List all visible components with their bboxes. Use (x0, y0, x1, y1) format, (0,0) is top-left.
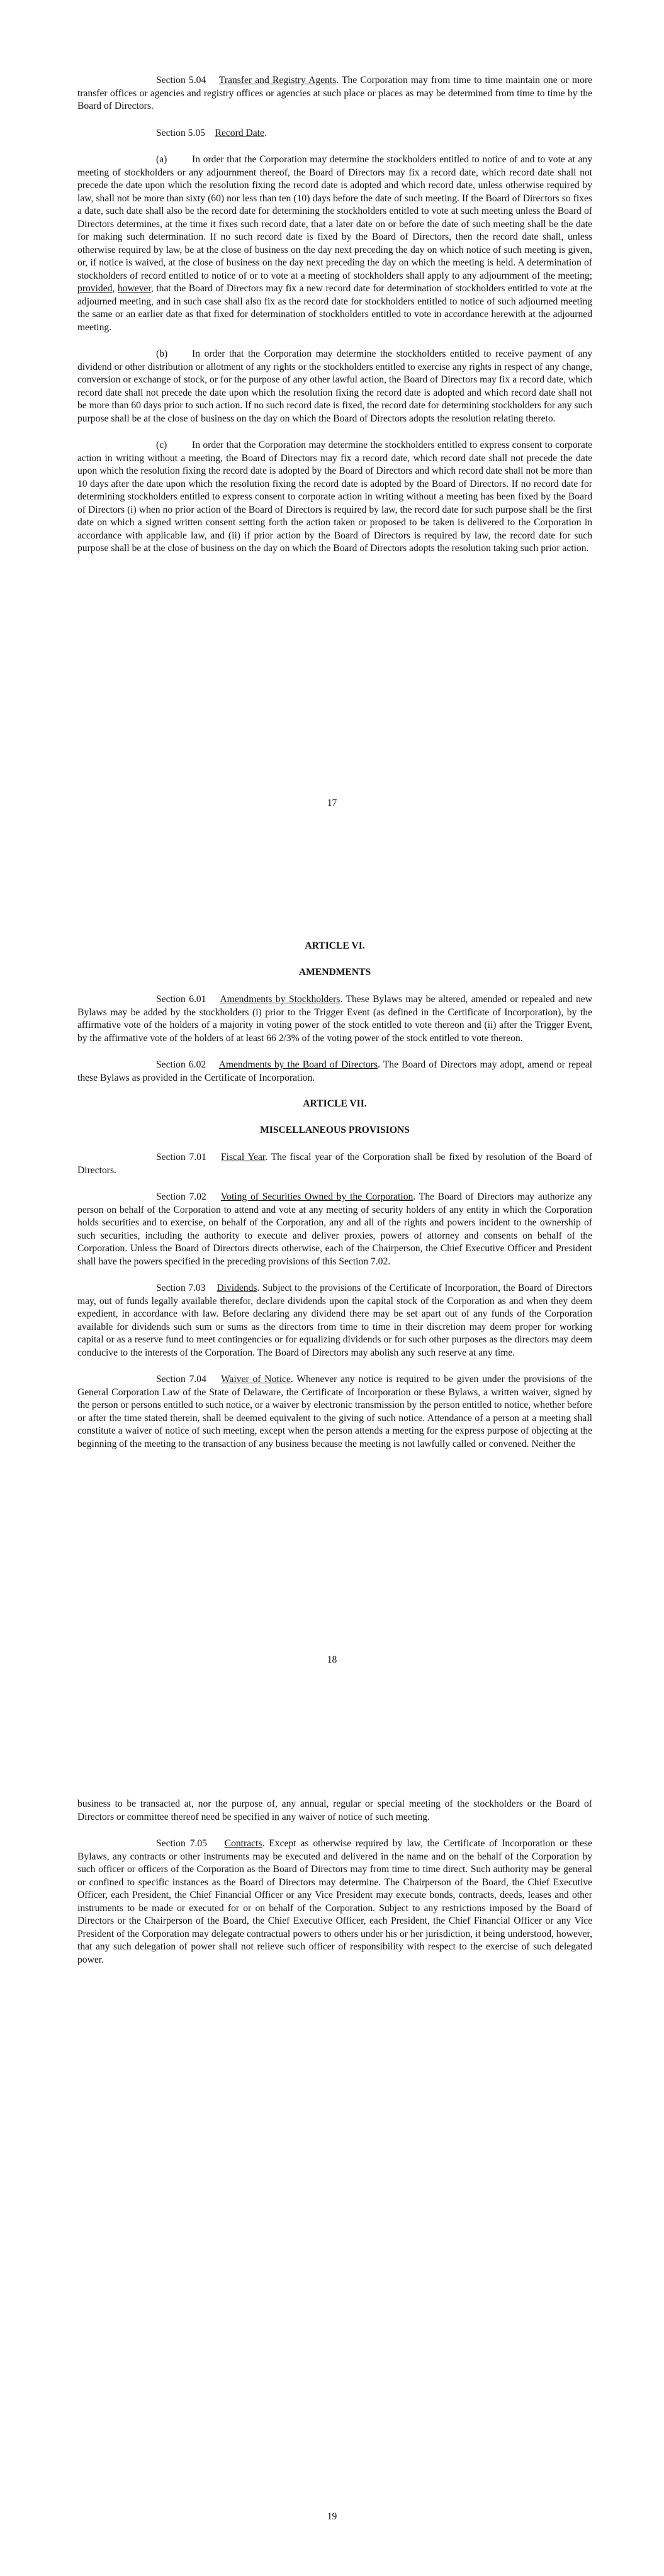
continued-text: business to be transacted at, nor the purpose of, any annual, regular or special meeting of the stockholders or the Board of Directors or committee thereof need be specified in any waiver of notice of such meeting. (77, 1798, 592, 1822)
clause-text: In order that the Corporation may determine the stockholders entitled to receive payment of any dividend or other distribution or allotment of any rights or the stockholders entitled to exercise any rights in respect of any change, conversion or exchange of stock, or for the purpose of any other lawful action, the Board of Directors may fix a record date, which record date shall not precede the date upon which the resolution fixing the record date is adopted and which record date shall not be more than 60 days prior to such action. If no such record date is fixed, the record date for determining stockholders for any such purpose shall be at the close of business on the day on which the Board of Directors adopts the resolution relating thereto. (77, 348, 592, 424)
section-text: . The Corporation may from time to time maintain one or more transfer offices or agencies and registry offices or agencies at such place or places as may be determined from time to time by the Board of Directors. (77, 75, 592, 111)
clause-c (77, 439, 592, 555)
section-title: Fiscal Year (220, 1152, 266, 1163)
section-number: Section 7.04 (156, 1374, 206, 1385)
section-7-03 (77, 1282, 592, 1359)
clause-text: , (112, 283, 118, 294)
section-text: . Except as otherwise required by law, the Certificate of Incorporation or these Bylaws, any contracts or other instruments may be executed and delivered in the name and on the behalf of the Corporation by such officer or officers of the Corporation as the Board of Directors may from time to time direct. Such authority may be general or confined to specific instances as the Board of Directors may determine. The Chairperson of the Board, the Chief Executive Officer, each President, the Chief Financial Officer or any Vice President may execute bonds, contracts, deeds, leases and other instruments to be made or executed for or on behalf of the Corporation. Subject to any restrictions imposed by the Board of Directors or the Chairperson of the Board, the Chief Executive Officer, each President, the Chief Financial Officer or any Vice President of the Corporation may delegate contractual powers to others under his or her jurisdiction, it being understood, however, that any such delegation of power shall not relieve such officer of responsibility with respect to the exercise of such delegated power. (77, 1838, 592, 1965)
section-number: Section 6.01 (156, 994, 206, 1005)
section-text: . These Bylaws may be altered, amended or repealed and new Bylaws may be added by the stockholders (i) prior to the Trigger Event (as defined in the Certificate of Incorporation), by the affirmative vote of the holders of a majority in voting power of the stock entitled to vote thereon and (ii) after the Trigger Event, by the affirmative vote of the holders of at least 66 2/3% of the voting power of the stock entitled to vote thereon. (77, 994, 592, 1044)
clause-text: In order that the Corporation may determine the stockholders entitled to express consent to corporate action in writing without a meeting, the Board of Directors may fix a record date, which record date shall not precede the date upon which the resolution fixing the record date is adopted by the Board of Directors and which record date shall not be more than 10 days after the date upon which the resolution fixing the record date is adopted by the Board of Directors. If no record date for determining stockholders entitled to express consent to corporate action in writing without a meeting has been fixed by the Board of Directors (i) when no prior action of the Board of Directors is required by law, the record date for such purpose shall be the first date on which a signed written consent setting forth the action taken or proposed to be taken is delivered to the Corporation in accordance with applicable law, and (ii) if prior action by the Board of Directors is required by law, the record date for such purpose shall be at the close of business on the day on which the Board of Directors adopts the resolution taking such prior action. (77, 440, 592, 554)
section-number: Section 7.03 (156, 1283, 206, 1293)
article-vi-heading: ARTICLE VI. (305, 940, 365, 951)
page-17 (0, 0, 664, 859)
page-number: 19 (327, 2511, 337, 2522)
section-text: . Subject to the provisions of the Certificate of Incorporation, the Board of Directors may, out of funds legally available therefor, declare dividends upon the capital stock of the Corporation as and when they deem expedient, in accordance with law. Before declaring any dividend there may be set apart out of any funds of the Corporation available for dividends such sum or sums as the directors from time to time in their discretion may deem proper for working capital or as a reserve fund to meet contingencies or for equalizing dividends or for such other purposes as the directors may deem conducive to the interests of the Corporation. The Board of Directors may abolish any such reserve at any time. (77, 1283, 593, 1358)
article-vii-title: MISCELLANEOUS PROVISIONS (260, 1125, 410, 1135)
section-number: Section 7.02 (156, 1191, 206, 1202)
clause-b (77, 348, 592, 425)
article-vii-heading: ARTICLE VII. (303, 1098, 367, 1109)
page-number: 18 (327, 1654, 337, 1665)
section-text: . The Board of Directors may authorize any person on behalf of the Corporation to attend and vote at any meeting of security holders of any entity in which the Corporation holds securities and to exercise, on behalf of the Corporation, any and all of the rights and powers incident to the ownership of such securities, including the authority to execute and deliver proxies, powers of attorney and consents on behalf of the Corporation. Unless the Board of Directors directs otherwise, each of the Chairperson, the Chief Executive Officer and President shall have the powers specified in the preceding provisions of this Section 7.02. (77, 1191, 592, 1267)
page-17-body (77, 74, 592, 569)
clause-text: , that the Board of Directors may fix a new record date for determination of stockholders entitled to vote at the adjourned meeting, and in such case shall also fix as the record date for stockholders entitled to notice of such adjourned meeting the same or an earlier date as that fixed for determination of stockholders entitled to vote in accordance herewith at the adjourned meeting. (77, 283, 592, 333)
section-number: Section 5.05 (156, 127, 205, 138)
section-text: . Whenever any notice is required to be given under the provisions of the General Corporation Law of the State of Delaware, the Certificate of Incorporation or these Bylaws, a written waiver, signed by the person or persons entitled to such notice, or a waiver by electronic transmission by the person entitled to notice, whether before or after the time stated therein, shall be deemed equivalent to the giving of such notice. Attendance of a person at a meeting shall constitute a waiver of notice of such meeting, except when the person attends a meeting for the express purpose of objecting at the beginning of the meeting to the transaction of any business because the meeting is not lawfully called or convened. Neither the (77, 1374, 592, 1449)
section-6-02 (77, 1059, 592, 1084)
section-number: Section 5.04 (156, 75, 206, 86)
page-18-body (77, 940, 592, 1464)
section-7-04 (77, 1373, 592, 1451)
however-term: however (117, 283, 151, 294)
section-title: Dividends (217, 1283, 257, 1293)
section-title: Amendments by the Board of Directors (218, 1059, 378, 1070)
section-title: Record Date (215, 127, 264, 138)
section-number: Section 7.01 (156, 1152, 206, 1163)
section-6-01 (77, 993, 592, 1045)
clause-text: In order that the Corporation may determine the stockholders entitled to notice of and to vote at any meeting of stockholders or any adjournment thereof, the Board of Directors may fix a record date, which record date shall not precede the date upon which the resolution fixing the record date is adopted and which record date, unless otherwise required by law, shall not be more than sixty (60) nor less than ten (10) days before the date of such meeting. If the Board of Directors so fixes a date, such date shall also be the record date for determining the stockholders entitled to vote at such meeting unless the Board of Directors determines, at the time it fixes such record date, that a later date on or before the date of such meeting shall be the date for making such determination. If no such record date is fixed by the Board of Directors, then the record date shall, unless otherwise required by law, be at the close of business on the day next preceding the day on which notice of such meeting is given, or, if notice is waived, at the close of business on the day next preceding the day on which the meeting is held. A determination of stockholders of record entitled to notice of or to vote at a meeting of stockholders shall apply to any adjournment of the meeting; (77, 154, 592, 281)
section-number: Section 6.02 (156, 1059, 206, 1070)
section-7-05 (77, 1837, 592, 1966)
page-19-body (77, 1798, 592, 1980)
section-title: Contracts (224, 1838, 262, 1849)
clause-label: (a) (156, 154, 167, 165)
section-title: Waiver of Notice (221, 1374, 291, 1385)
clause-label: (c) (156, 440, 167, 450)
page-19 (0, 1717, 664, 2576)
section-text: . The fiscal year of the Corporation shall be fixed by resolution of the Board of Directors. (77, 1152, 593, 1176)
section-title: Transfer and Registry Agents (218, 75, 337, 86)
section-title: Voting of Securities Owned by the Corporation (220, 1191, 414, 1202)
section-5-05 (77, 127, 592, 140)
section-title: Amendments by Stockholders (220, 994, 340, 1005)
clause-label: (b) (156, 348, 168, 359)
page-number: 17 (327, 798, 337, 808)
section-number: Section 7.05 (156, 1838, 207, 1849)
section-5-04 (77, 74, 592, 113)
section-text: . The Board of Directors may adopt, amend or repeal these Bylaws as provided in the Certificate of Incorporation. (77, 1059, 592, 1083)
section-7-01 (77, 1151, 592, 1177)
provided-term: provided (77, 283, 113, 294)
article-vi-title: AMENDMENTS (298, 967, 371, 978)
section-7-02 (77, 1191, 592, 1268)
clause-a (77, 153, 592, 334)
page-18 (0, 859, 664, 1717)
section-period: . (264, 127, 267, 138)
